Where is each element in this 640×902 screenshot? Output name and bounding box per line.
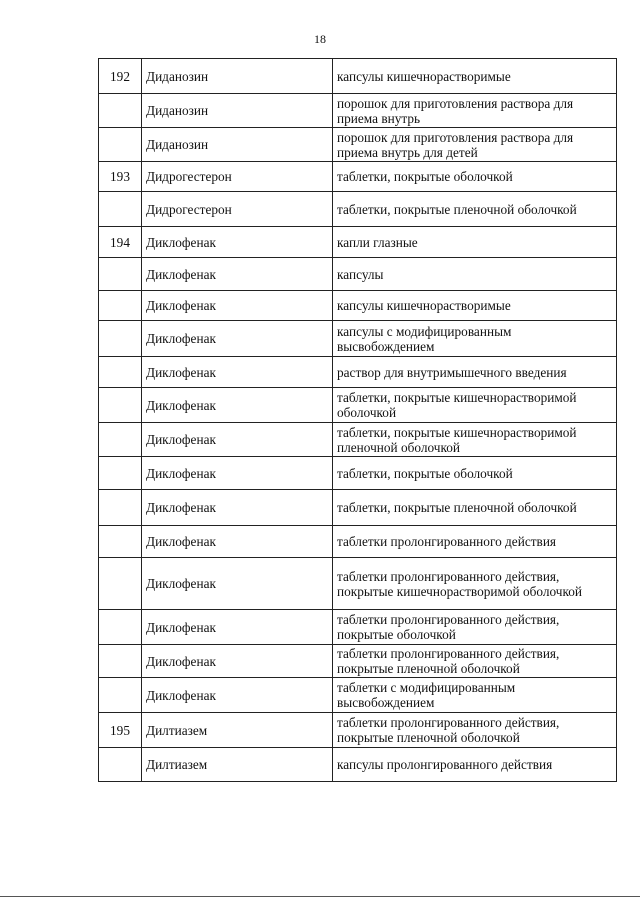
table-row — [99, 713, 617, 748]
item-number — [99, 258, 142, 291]
drug-name: Диклофенак — [142, 678, 333, 713]
dosage-form: таблетки, покрытые оболочкой — [333, 162, 617, 192]
table-row — [99, 490, 617, 526]
table-row — [99, 94, 617, 128]
item-number — [99, 192, 142, 227]
drug-name: Диклофенак — [142, 357, 333, 388]
item-number — [99, 128, 142, 162]
table-row — [99, 258, 617, 291]
drug-name: Диклофенак — [142, 423, 333, 457]
dosage-form: таблетки пролонгированного действия — [333, 526, 617, 558]
table-row — [99, 558, 617, 610]
dosage-form: таблетки, покрытые кишечнорастворимой оболочкой — [333, 388, 617, 423]
item-number — [99, 610, 142, 645]
item-number — [99, 645, 142, 678]
dosage-form: таблетки, покрытые оболочкой — [333, 457, 617, 490]
table-row — [99, 128, 617, 162]
item-number — [99, 321, 142, 357]
dosage-form: таблетки, покрытые пленочной оболочкой — [333, 490, 617, 526]
dosage-form: таблетки пролонгированного действия, покрытые оболочкой — [333, 610, 617, 645]
item-number — [99, 423, 142, 457]
drug-name: Диклофенак — [142, 291, 333, 321]
drug-name: Диклофенак — [142, 610, 333, 645]
drug-name: Диклофенак — [142, 388, 333, 423]
page-number: 18 — [314, 32, 326, 46]
item-number — [99, 94, 142, 128]
dosage-form: таблетки пролонгированного действия, покрытые кишечнорастворимой оболочкой — [333, 558, 617, 610]
dosage-form: раствор для внутримышечного введения — [333, 357, 617, 388]
drug-name: Дидрогестерон — [142, 162, 333, 192]
item-number — [99, 457, 142, 490]
drug-name: Диклофенак — [142, 490, 333, 526]
medications-table — [98, 58, 617, 782]
table-row — [99, 610, 617, 645]
drug-name: Диклофенак — [142, 645, 333, 678]
item-number: 194 — [99, 227, 142, 258]
page-bottom-rule — [0, 896, 640, 897]
table-row — [99, 59, 617, 94]
item-number: 193 — [99, 162, 142, 192]
drug-name: Диклофенак — [142, 258, 333, 291]
table-row — [99, 526, 617, 558]
item-number: 195 — [99, 713, 142, 748]
dosage-form: порошок для приготовления раствора для приема внутрь — [333, 94, 617, 128]
table-row — [99, 291, 617, 321]
drug-name: Дилтиазем — [142, 748, 333, 782]
item-number — [99, 388, 142, 423]
table-row — [99, 321, 617, 357]
dosage-form: таблетки, покрытые кишечнорастворимой пленочной оболочкой — [333, 423, 617, 457]
table-row — [99, 645, 617, 678]
table-row — [99, 423, 617, 457]
item-number — [99, 558, 142, 610]
dosage-form: таблетки пролонгированного действия, покрытые пленочной оболочкой — [333, 645, 617, 678]
table-row — [99, 357, 617, 388]
dosage-form: капсулы — [333, 258, 617, 291]
drug-name: Диклофенак — [142, 526, 333, 558]
item-number — [99, 490, 142, 526]
table-row — [99, 388, 617, 423]
item-number — [99, 291, 142, 321]
dosage-form: капсулы кишечнорастворимые — [333, 291, 617, 321]
dosage-form: капсулы пролонгированного действия — [333, 748, 617, 782]
item-number — [99, 748, 142, 782]
table-row — [99, 192, 617, 227]
table-row — [99, 227, 617, 258]
drug-name: Диклофенак — [142, 321, 333, 357]
drug-name: Диданозин — [142, 59, 333, 94]
drug-name: Диданозин — [142, 128, 333, 162]
dosage-form: порошок для приготовления раствора для приема внутрь для детей — [333, 128, 617, 162]
drug-name: Дилтиазем — [142, 713, 333, 748]
item-number — [99, 678, 142, 713]
dosage-form: капсулы с модифицированным высвобождением — [333, 321, 617, 357]
dosage-form: таблетки, покрытые пленочной оболочкой — [333, 192, 617, 227]
dosage-form: таблетки пролонгированного действия, покрытые пленочной оболочкой — [333, 713, 617, 748]
dosage-form: таблетки с модифицированным высвобождением — [333, 678, 617, 713]
table-row — [99, 678, 617, 713]
table-row — [99, 748, 617, 782]
drug-name: Диклофенак — [142, 457, 333, 490]
dosage-form: капли глазные — [333, 227, 617, 258]
drug-name: Дидрогестерон — [142, 192, 333, 227]
table-row — [99, 457, 617, 490]
drug-name: Диклофенак — [142, 227, 333, 258]
drug-name: Диклофенак — [142, 558, 333, 610]
item-number — [99, 357, 142, 388]
item-number — [99, 526, 142, 558]
table-row — [99, 162, 617, 192]
item-number: 192 — [99, 59, 142, 94]
drug-name: Диданозин — [142, 94, 333, 128]
dosage-form: капсулы кишечнорастворимые — [333, 59, 617, 94]
